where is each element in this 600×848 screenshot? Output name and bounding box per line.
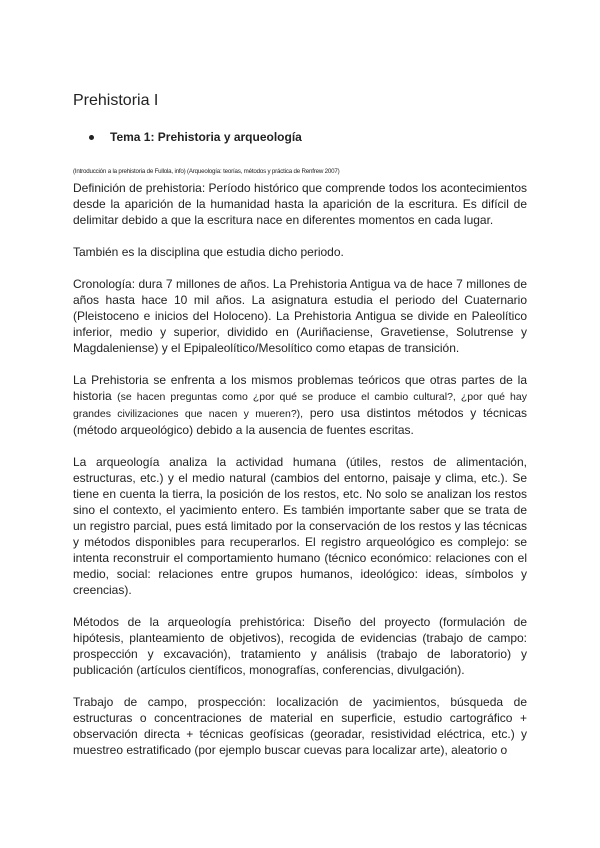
paragraph-definition: Definición de prehistoria: Período histórico que comprende todos los acontecimientos desde la aparición de la humanidad hasta la aparición de la escritura. Es difícil de delimitar debido a que la escritura nace en diferentes momentos en cada lugar. bbox=[73, 181, 527, 227]
document-title: Prehistoria I bbox=[73, 92, 159, 109]
document-body bbox=[73, 180, 527, 774]
paragraph-archaeology: La arqueología analiza la actividad humana (útiles, restos de alimentación, estructuras, etc.) y el medio natural (cambios del entorno, paisaje y clima, etc.). Se tiene en cuenta la tierra, la posición de los restos, etc. No solo se analizan los restos sino el contexto, el yacimiento entero. Es también importante saber que se trata de un registro parcial, pues está limitado por la conservación de los restos y las técnicas y métodos disponibles para recuperarlos. El registro arqueológico es complejo: se intenta reconstruir el comportamiento humano (técnico económico: relaciones con el medio, social: relaciones entre grupos humanos, ideológico: ideas, símbolos y creencias). bbox=[73, 455, 527, 597]
paragraph-theory-part-3: pero usa distintos métodos y técnicas (método arqueológico) debido a la ausencia de fuentes escritas. bbox=[73, 406, 527, 437]
bullet-dot-icon bbox=[89, 135, 94, 140]
paragraph-discipline: También es la disciplina que estudia dicho periodo. bbox=[73, 245, 344, 259]
paragraph-theory bbox=[73, 372, 527, 438]
paragraph-theory-part-2: (se hacen preguntas como ¿por qué se produce el cambio cultural?, ¿por qué hay grandes civilizaciones que nacen y mueren?), bbox=[73, 391, 527, 420]
paragraph-chronology: Cronología: dura 7 millones de años. La Prehistoria Antigua va de hace 7 millones de años hasta hace 10 mil años. La asignatura estudia el periodo del Cuaternario (Pleistoceno e inicios del Holoceno). La Prehistoria Antigua se divide en Paleolítico inferior, medio y superior, dividido en (Auriñaciense, Gravetiense, Solutrense y Magdaleniense) y el Epipaleolítico/Mesolítico como etapas de transición. bbox=[73, 277, 527, 355]
paragraph-theory-part-1: La Prehistoria se enfrenta a los mismos problemas teóricos que otras partes de la historia bbox=[73, 373, 527, 403]
paragraph-methods: Métodos de la arqueología prehistórica: Diseño del proyecto (formulación de hipótesis, planteamiento de objetivos), recogida de evidencias (trabajo de campo: prospección y excavación), tratamiento y análisis (trabajo de laboratorio) y publicación (artículos científicos, monografías, conferencias, divulgación). bbox=[73, 615, 527, 677]
topic-bullet bbox=[89, 130, 302, 144]
paragraph-fieldwork: Trabajo de campo, prospección: localización de yacimientos, búsqueda de estructuras o concentraciones de material en superficie, estudio cartográfico + observación directa + técnicas geofísicas (georadar, resistividad eléctrica, etc.) y muestreo estratificado (por ejemplo buscar cuevas para localizar arte), aleatorio o bbox=[73, 695, 527, 757]
topic-heading: Tema 1: Prehistoria y arqueología bbox=[110, 130, 302, 144]
references-line: (Introducción a la prehistoria de Fullola, info) (Arqueología: teorías, métodos y práctica de Renfrew 2007) bbox=[73, 168, 340, 175]
